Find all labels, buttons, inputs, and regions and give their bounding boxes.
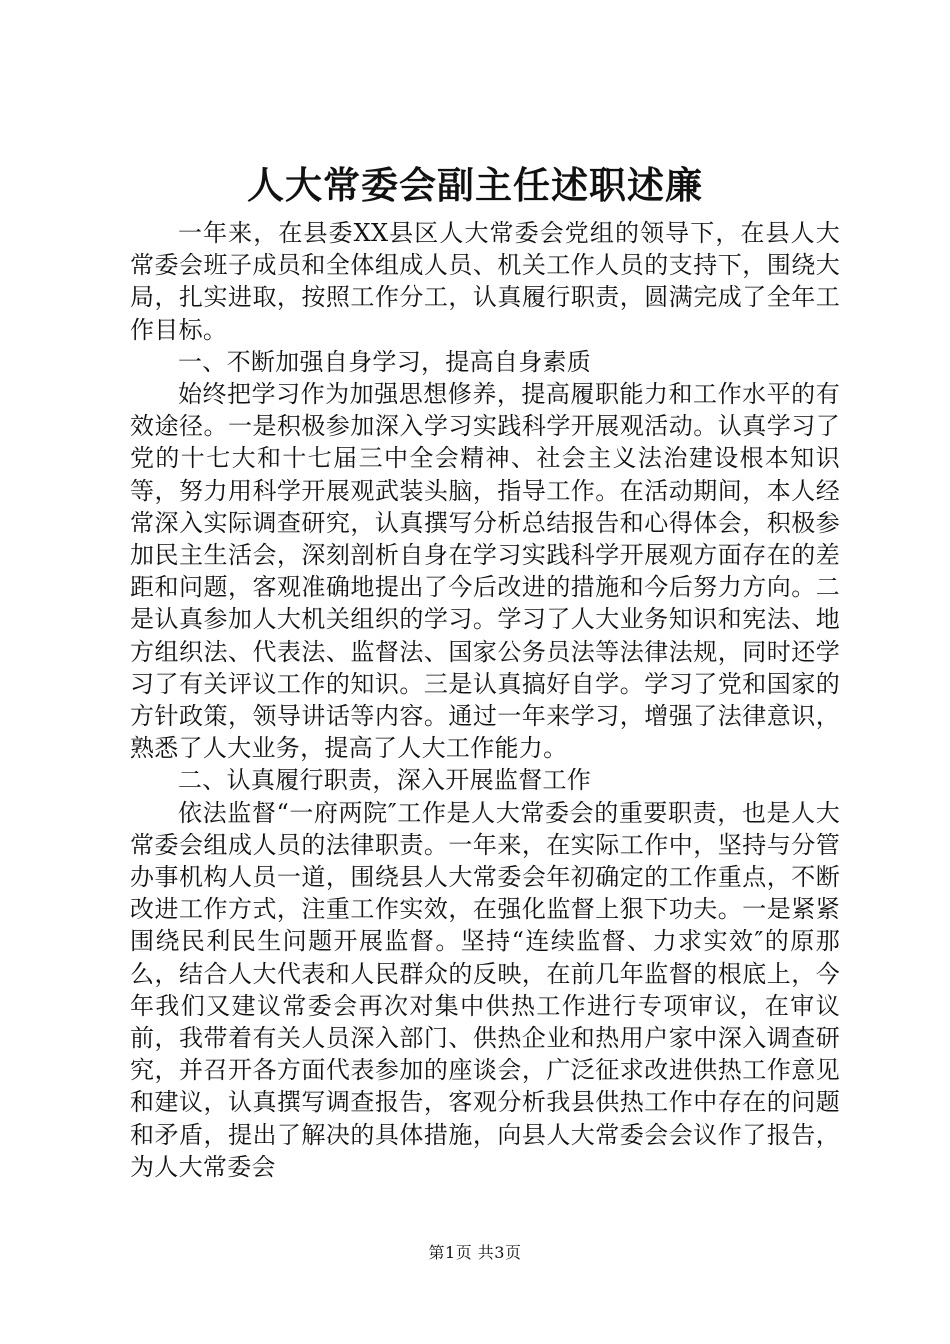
document-title: 人大常委会副主任述职述廉 [247, 163, 703, 207]
section-1-paragraph: 始终把学习作为加强思想修养，提高履职能力和工作水平的有效途径。一是积极参加深入学习实践科学开展观活动。认真学习了党的十七大和十七届三中全会精神、社会主义法治建设根本知识等，努力用科学开展观武装头脑，指导工作。在活动期间，本人经常深入实际调查研究，认真撰写分析总结报告和心得体会，积极参加民主生活会，深刻剖析自身在学习实践科学开展观方面存在的差距和问题，客观准确地提出了今后改进的措施和今后努力方向。二是认真参加人大机关组织的学习。学习了人大业务知识和宪法、地方组织法、代表法、监督法、国家公务员法等法律法规，同时还学习了有关评议工作的知识。三是认真搞好自学。学习了党和国家的方针政策，领导讲话等内容。通过一年来学习，增强了法律意识，熟悉了人大业务，提高了人大工作能力。 [130, 380, 840, 763]
intro-paragraph: 一年来，在县委XX县区人大常委会党组的领导下，在县人大常委会班子成员和全体组成人员、机关工作人员的支持下，围绕大局，扎实进取，按照工作分工，认真履行职责，圆满完成了全年工作目标。 [130, 219, 840, 344]
section-2-paragraph: 依法监督“一府两院″工作是人大常委会的重要职责，也是人大常委会组成人员的法律职责。一年来，在实际工作中，坚持与分管办事机构人员一道，围绕县人大常委会年初确定的工作重点，不断改进工作方式，注重工作实效，在强化监督上狠下功夫。一是紧紧围绕民利民生问题开展监督。坚持“连续监督、力求实效″的原那么，结合人大代表和人民群众的反映，在前几年监督的根底上，今年我们又建议常委会再次对集中供热工作进行专项审议，在审议前，我带着有关人员深入部门、供热企业和热用户家中深入调查研究，并召开各方面代表参加的座谈会，广泛征求改进供热工作意见和建议，认真撰写调查报告，客观分析我县供热工作中存在的问题和矛盾，提出了解决的具体措施，向县人大常委会会议作了报告，为人大常委会 [130, 798, 840, 1181]
document-body [130, 217, 840, 1183]
page-footer: 第1页 共3页 [428, 1243, 522, 1262]
section-heading-1: 一、不断加强自身学习，提高自身素质 [178, 347, 592, 376]
section-heading-2: 二、认真履行职责，深入开展监督工作 [178, 766, 592, 795]
